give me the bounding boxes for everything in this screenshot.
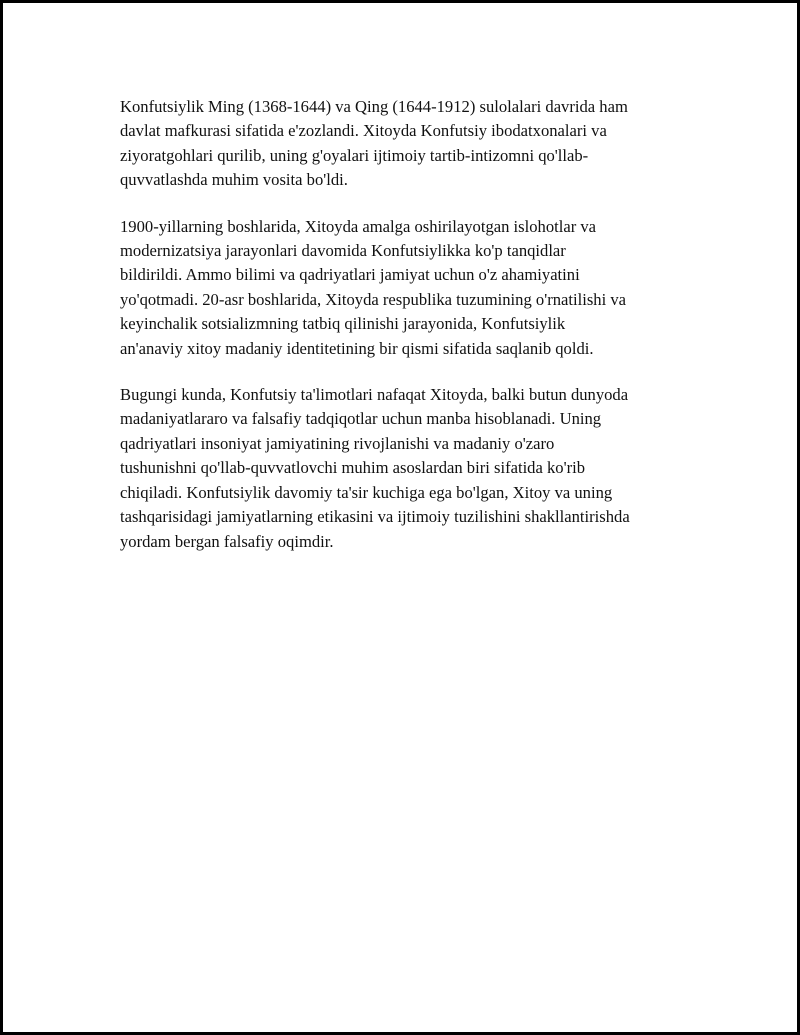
- document-body: [120, 95, 700, 576]
- paragraph-2: 1900-yillarning boshlarida, Xitoyda amalga oshirilayotgan islohotlar va modernizatsiya jarayonlari davomida Konfutsiylikka ko'p tanqidlar bildirildi. Ammo bilimi va qadriyatlari jamiyat uchun o'z ahamiyatini yo'qotmadi. 20-asr boshlarida, Xitoyda respublika tuzumining o'rnatilishi va keyinchalik sotsializmning tatbiq qilinishi jarayonida, Konfutsiylik an'anaviy xitoy madaniy identitetining bir qismi sifatida saqlanib qoldi.: [120, 216, 627, 358]
- paragraph-3: Bugungi kunda, Konfutsiy ta'limotlari nafaqat Xitoyda, balki butun dunyoda madaniyatlararo va falsafiy tadqiqotlar uchun manba hisoblanadi. Uning qadriyatlari insoniyat jamiyatining rivojlanishi va madaniy o'zaro tushunishni qo'llab-quvvatlovchi muhim asoslardan biri sifatida ko'rib chiqiladi. Konfutsiylik davomiy ta'sir kuchiga ega bo'lgan, Xitoy va uning tashqarisidagi jamiyatlarning etikasini va ijtimoiy tuzilishini shakllantirishda yordam bergan falsafiy oqimdir.: [120, 385, 630, 551]
- paragraph-1: Konfutsiylik Ming (1368-1644) va Qing (1644-1912) sulolalari davrida ham davlat mafkurasi sifatida e'zozlandi. Xitoyda Konfutsiy ibodatxonalari va ziyoratgohlari qurilib, uning g'oyalari ijtimoiy tartib-intizomni qo'llab- quvvatlashda muhim vosita bo'ldi.: [120, 97, 628, 190]
